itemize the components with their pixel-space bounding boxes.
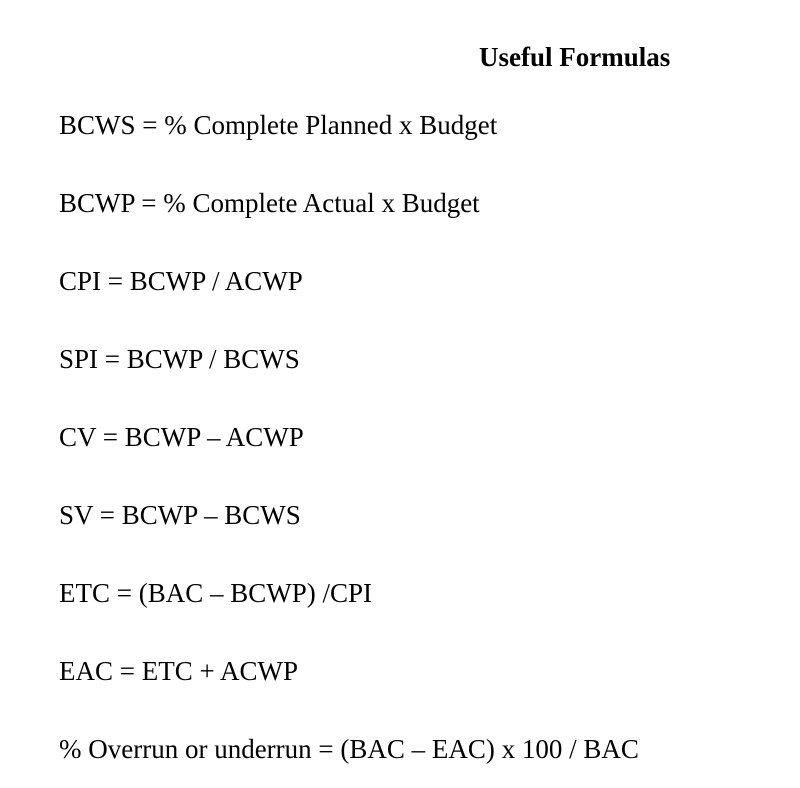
formula-sv: SV = BCWP – BCWS: [59, 500, 301, 530]
formula-cpi: CPI = BCWP / ACWP: [59, 266, 303, 296]
formula-cv: CV = BCWP – ACWP: [59, 422, 304, 452]
formula-eac: EAC = ETC + ACWP: [59, 656, 298, 686]
page-title: Useful Formulas: [479, 42, 671, 72]
formula-spi: SPI = BCWP / BCWS: [59, 344, 300, 374]
formula-etc: ETC = (BAC – BCWP) /CPI: [59, 578, 373, 608]
formula-bcwp: BCWP = % Complete Actual x Budget: [59, 188, 480, 218]
formula-bcws: BCWS = % Complete Planned x Budget: [59, 110, 498, 140]
formula-overrun: % Overrun or underrun = (BAC – EAC) x 100 / BAC: [59, 734, 639, 764]
